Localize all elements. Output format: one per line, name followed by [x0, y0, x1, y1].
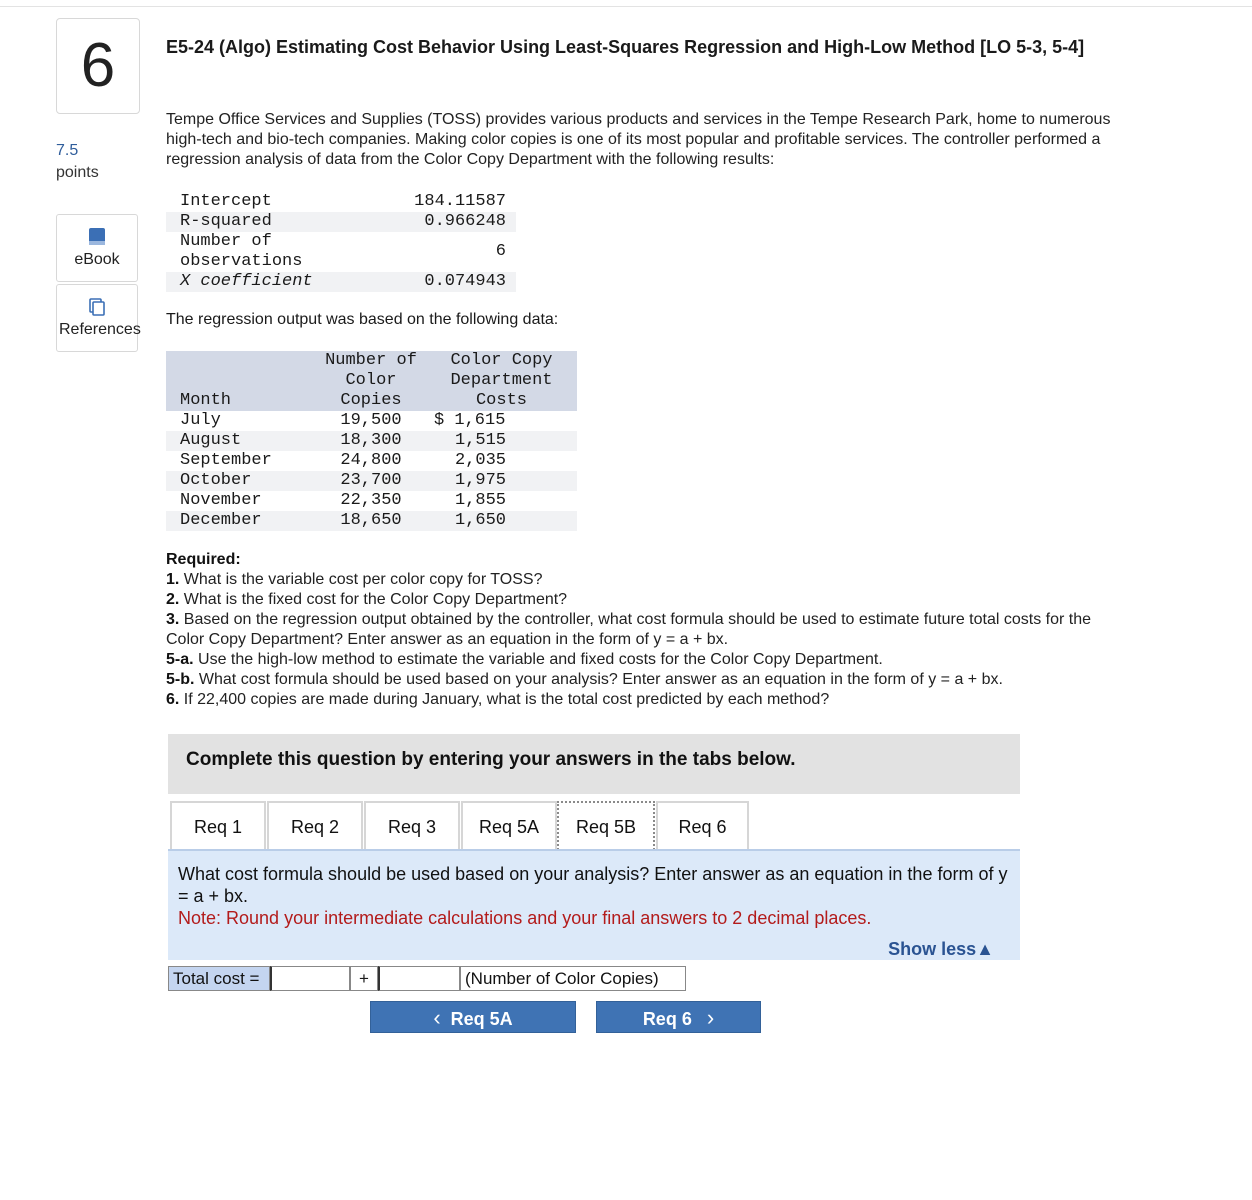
reg-label: X coefficient: [166, 272, 351, 292]
cell-cost: 1,515: [426, 431, 577, 451]
required-item-number: 2.: [166, 591, 180, 608]
header-costs: Color Copy Department Costs: [426, 351, 577, 411]
cell-copies: 18,300: [316, 431, 426, 451]
tab-req-1[interactable]: Req 1: [170, 801, 266, 850]
required-item: [166, 690, 1106, 710]
cell-cost: 1,855: [455, 491, 507, 510]
table-row: [166, 232, 516, 272]
cell-cost: $ 1,615: [434, 411, 506, 430]
plus-sign: +: [350, 966, 378, 991]
table-row: [166, 451, 577, 471]
required-item: [166, 650, 1106, 670]
table-row: [166, 491, 577, 511]
cell-month: July: [180, 411, 221, 430]
chevron-right-icon: ›: [706, 1005, 715, 1030]
required-item-text: Based on the regression output obtained by the controller, what cost formula should be used to estimate future total costs for the Color Copy Department? Enter answer as an equation in the form of y = a + bx.: [166, 611, 1091, 648]
data-table: [166, 351, 577, 531]
total-cost-label: Total cost =: [168, 966, 270, 991]
reg-label: Number of observations: [180, 232, 303, 271]
required-item-text: What cost formula should be used based on your analysis? Enter answer as an equation in the form of y = a + bx.: [198, 671, 1003, 688]
panel-note: Note: Round your intermediate calculations and your final answers to 2 decimal places.: [178, 908, 872, 928]
based-on-text: The regression output was based on the following data:: [166, 311, 559, 328]
cell-month: August: [166, 431, 316, 451]
tab-req-5a[interactable]: Req 5A: [461, 801, 557, 850]
copy-icon: [88, 297, 106, 317]
tab-req-6[interactable]: Req 6: [656, 801, 749, 850]
prev-button[interactable]: [370, 1001, 576, 1033]
reg-value: 0.966248: [351, 212, 516, 232]
required-item-number: 5-b.: [166, 671, 195, 688]
question-number: 6: [56, 18, 140, 114]
show-less-toggle[interactable]: Show less▲: [888, 939, 994, 959]
required-item: [166, 670, 1106, 690]
required-item-text: If 22,400 copies are made during January, what is the total cost predicted by each method?: [183, 691, 830, 708]
tab-req-2[interactable]: Req 2: [267, 801, 363, 850]
instructions-banner: Complete this question by entering your answers in the tabs below.: [168, 734, 1020, 794]
points-info: [56, 140, 99, 184]
cell-cost: 1,975: [426, 471, 577, 491]
header-copies: Number of Color Copies: [316, 351, 426, 411]
references-label: References: [59, 321, 141, 338]
points-label: points: [56, 164, 99, 181]
table-row: [166, 192, 516, 212]
table-row: [166, 411, 577, 431]
table-row: [166, 431, 577, 451]
ebook-button[interactable]: [56, 214, 138, 282]
question-title: E5-24 (Algo) Estimating Cost Behavior Using Least-Squares Regression and High-Low Method [LO 5-3, 5-4]: [166, 37, 1085, 57]
fixed-cost-input[interactable]: [270, 966, 350, 991]
header-month: Month: [166, 351, 316, 411]
points-value: 7.5: [56, 142, 79, 159]
cell-copies: 24,800: [340, 451, 402, 470]
table-row: [166, 471, 577, 491]
required-item: [166, 590, 1106, 610]
tab-panel: [168, 849, 1020, 960]
required-item-number: 5-a.: [166, 651, 194, 668]
required-item-text: What is the variable cost per color copy for TOSS?: [183, 571, 543, 588]
cell-copies: 23,700: [316, 471, 426, 491]
table-header-row: [166, 351, 577, 411]
required-item-number: 1.: [166, 571, 180, 588]
chevron-left-icon: ‹: [433, 1005, 441, 1030]
next-button-label: Req 6: [642, 1009, 692, 1029]
reg-label: Intercept: [180, 192, 272, 211]
ebook-label: eBook: [74, 251, 120, 268]
required-heading: Required:: [166, 551, 241, 568]
cell-cost: 2,035: [455, 451, 507, 470]
cell-copies: 18,650: [316, 511, 426, 531]
next-button[interactable]: [596, 1001, 761, 1033]
book-icon: [88, 227, 106, 247]
required-item: [166, 570, 1106, 590]
cell-month: December: [166, 511, 316, 531]
required-section: [166, 550, 1106, 710]
cell-month: September: [180, 451, 272, 470]
required-item-text: Use the high-low method to estimate the variable and fixed costs for the Color Copy Department.: [198, 651, 883, 668]
cell-month: October: [166, 471, 316, 491]
cell-copies: 19,500: [340, 411, 402, 430]
reg-value: 184.11587: [414, 192, 506, 211]
regression-output-table: [166, 192, 516, 292]
required-item-number: 3.: [166, 611, 180, 628]
required-item-text: What is the fixed cost for the Color Copy Department?: [183, 591, 568, 608]
table-row: [166, 272, 516, 292]
table-row: [166, 511, 577, 531]
cell-month: November: [180, 491, 262, 510]
references-button[interactable]: [56, 284, 141, 352]
tab-req-3[interactable]: Req 3: [364, 801, 460, 850]
cell-cost: 1,650: [426, 511, 577, 531]
tab-req-5b[interactable]: Req 5B: [557, 801, 655, 850]
reg-label: R-squared: [166, 212, 351, 232]
question-intro: Tempe Office Services and Supplies (TOSS) provides various products and services in the Tempe Research Park, home to numerous high-tech and bio-tech companies. Making color copies is one of its most popular and profitable services. The controller performed a regression analysis of data from the Color Copy Department with the following results:: [166, 111, 1111, 168]
reg-value: 0.074943: [351, 272, 516, 292]
required-item: [166, 610, 1106, 650]
copies-label: (Number of Color Copies): [460, 966, 686, 991]
panel-question: What cost formula should be used based on your analysis? Enter answer as an equation in the form of y = a + bx.: [178, 864, 1008, 906]
top-divider: [0, 6, 1252, 7]
table-row: [166, 212, 516, 232]
reg-value: 6: [495, 242, 506, 261]
variable-cost-input[interactable]: [378, 966, 460, 991]
cell-copies: 22,350: [340, 491, 402, 510]
required-item-number: 6.: [166, 691, 180, 708]
prev-button-label: Req 5A: [450, 1009, 513, 1029]
